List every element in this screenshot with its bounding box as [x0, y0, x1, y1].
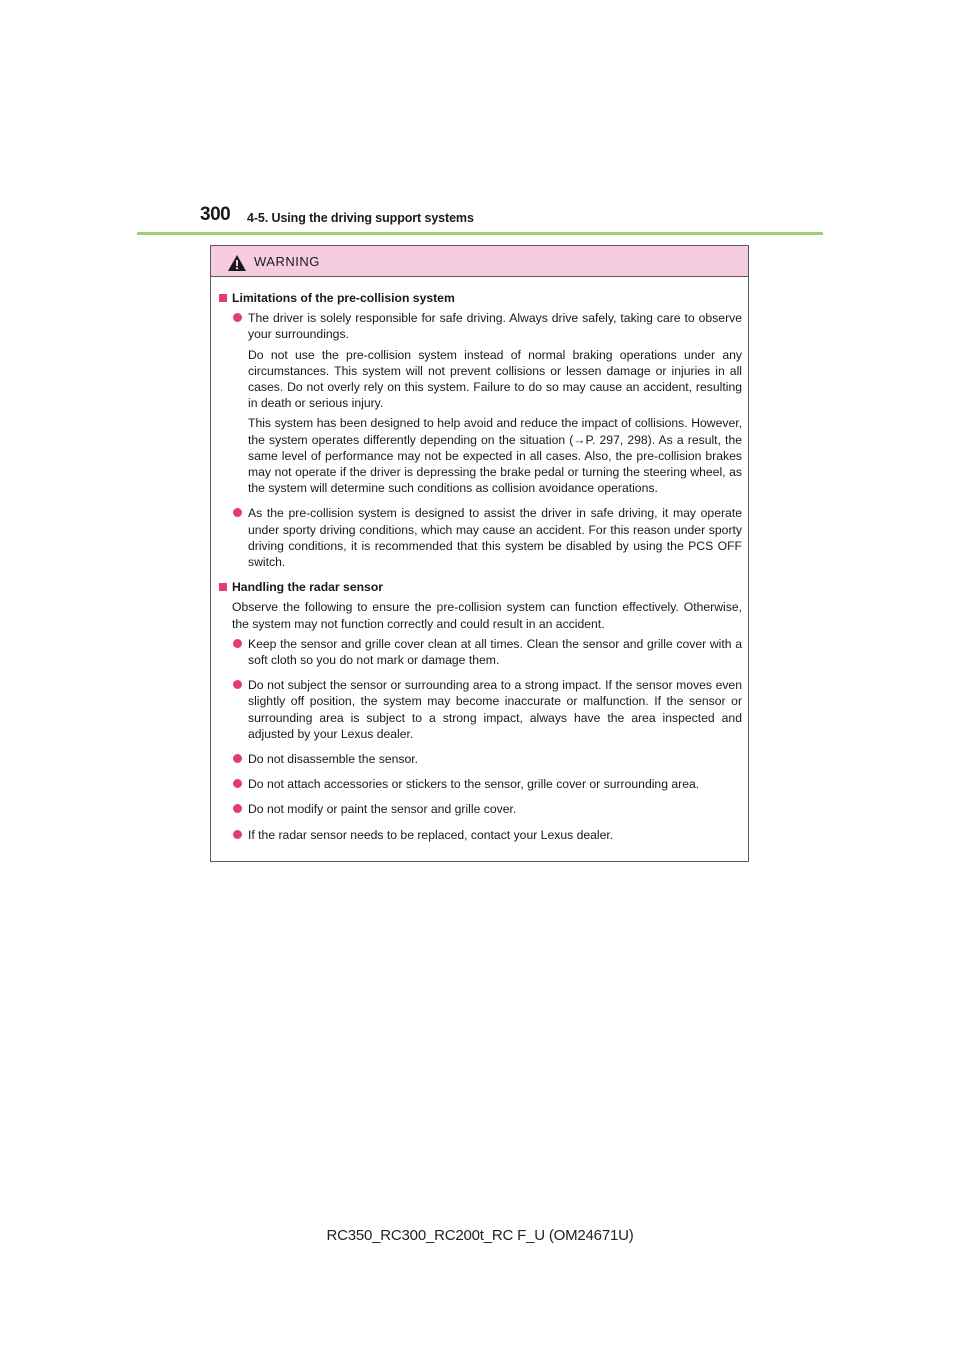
paragraph: As the pre-collision system is designed to assist the driver in safe driving, it may operate under sporty driving conditions, which may cause an accident. For this reason under sporty driving conditions, it is recommended that this system be disabled by using the PCS OFF switch.: [248, 506, 742, 570]
paragraph: Do not disassemble the sensor.: [248, 752, 419, 767]
circle-bullet-icon: [233, 754, 242, 763]
list-item: [233, 310, 742, 500]
paragraph: This system has been designed to help avoid and reduce the impact of collisions. However, the system operates differently depending on the situation (→P. 297, 298). As a result, the same level of performance may not be expected in all cases. Also, the pre-collision brakes may not operate if the driver is depressing the brake pedal or turning the steering wheel, as the system will determine such conditions as collision avoidance operations.: [248, 416, 742, 496]
paragraph: Do not use the pre-collision system instead of normal braking operations under any circumstances. This system will not prevent collisions or lessen damage or injuries in all cases. Do not overly rely on this system. Failure to do so may cause an accident, resulting in death or serious injury.: [248, 347, 742, 411]
section-intro: Observe the following to ensure the pre-collision system can function effectively. Otherwise, the system may not function correctly and could result in an accident.: [232, 600, 742, 631]
section-title: 4-5. Using the driving support systems: [247, 211, 474, 225]
paragraph: Do not modify or paint the sensor and grille cover.: [248, 802, 517, 817]
square-bullet-icon: [219, 583, 227, 591]
section-heading-text: Limitations of the pre-collision system: [232, 291, 455, 305]
paragraph: Keep the sensor and grille cover clean at all times. Clean the sensor and grille cover with a soft cloth so you do not mark or damage them.: [248, 636, 742, 668]
page-number: 300: [200, 204, 231, 225]
warning-body: [211, 277, 748, 847]
circle-bullet-icon: [233, 779, 242, 788]
list-item: [233, 505, 742, 574]
paragraph: The driver is solely responsible for safe driving. Always drive safely, taking care to observe your surroundings.: [248, 311, 742, 342]
list-item: [233, 827, 742, 847]
list-item: [233, 677, 742, 746]
list-item: [233, 636, 742, 672]
warning-header: [211, 246, 748, 277]
paragraph: Do not subject the sensor or surrounding area to a strong impact. If the sensor moves even slightly off position, the system may become inaccurate or malfunction. If the sensor or surrounding area is subject to a strong impact, always have the area inspected and adjusted by your Lexus dealer.: [248, 678, 742, 741]
circle-bullet-icon: [233, 680, 242, 689]
square-bullet-icon: [219, 294, 227, 302]
page-header: [200, 204, 760, 232]
circle-bullet-icon: [233, 830, 242, 839]
warning-title: WARNING: [254, 254, 320, 269]
section-heading: [218, 290, 742, 306]
list-item: [233, 776, 742, 796]
footer-model-code: RC350_RC300_RC200t_RC F_U (OM24671U): [326, 1227, 634, 1244]
header-rule: [137, 232, 823, 235]
circle-bullet-icon: [233, 508, 242, 517]
list-item: [233, 801, 742, 821]
paragraph: Do not attach accessories or stickers to the sensor, grille cover or surrounding area.: [248, 777, 700, 792]
list-item: [233, 751, 742, 771]
warning-box: [210, 245, 749, 862]
paragraph: If the radar sensor needs to be replaced, contact your Lexus dealer.: [248, 827, 614, 842]
section-heading: [218, 579, 742, 595]
circle-bullet-icon: [233, 804, 242, 813]
warning-triangle-icon: [227, 254, 247, 272]
section-heading-text: Handling the radar sensor: [232, 580, 384, 595]
circle-bullet-icon: [233, 313, 242, 322]
circle-bullet-icon: [233, 639, 242, 648]
